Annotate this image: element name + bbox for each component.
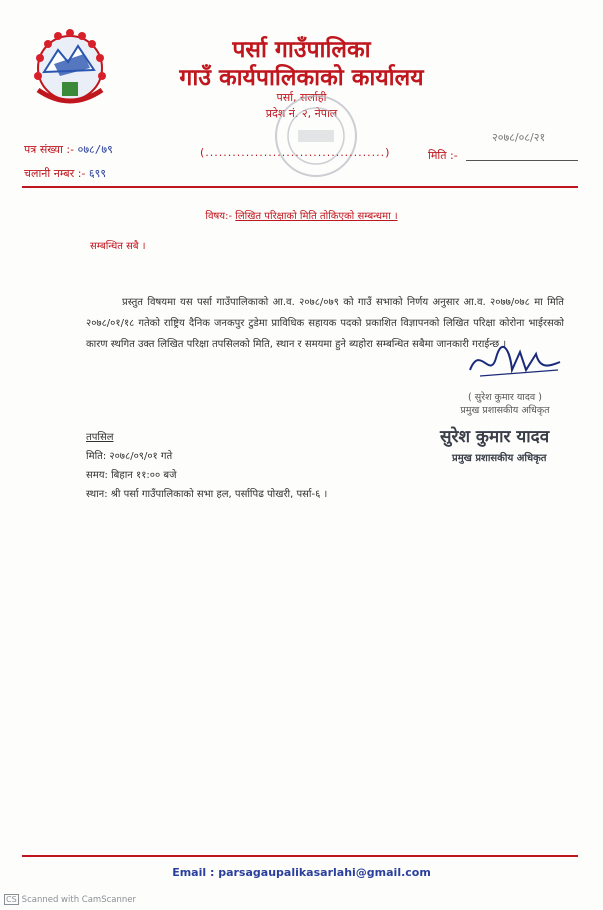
address-line1: पर्सा, सर्लाही	[276, 91, 327, 104]
tapasil-miti: मिति: २०७८/०९/०१ गते	[86, 451, 173, 462]
chalani-value: ६९९	[88, 167, 107, 180]
tapasil-samaya: समय: बिहान ११:०० बजे	[86, 470, 177, 481]
signatory-name: ( सुरेश कुमार यादव )	[468, 392, 542, 403]
camscanner-watermark	[4, 894, 136, 905]
footer-divider	[22, 855, 578, 857]
letter-body: प्रस्तुत विषयमा यस पर्सा गाउँपालिकाको आ.व. २०७८/०७९ को गाउँ सभाको निर्णय अनुसार आ.व. २०७७/०७८ मा मिति २०७८/०१/१८ गतेको राष्ट्रिय दैनिक जनकपुर टुडेमा प्राविधिक सहायक पदको प्रकाशित विज्ञापनको लिखित परिक्षा कोरोना भाईरसको कारण स्थगित उक्त लिखित परिक्षा तपसिलको मिति, स्थान र समयमा हुने ब्यहोरा सम्बन्धित सबैमा जानकारी गराईन्छ ।	[86, 297, 564, 350]
office-stamp-icon	[268, 88, 364, 184]
office-name-line2: गाउँ कार्यपालिकाको कार्यालय	[179, 65, 424, 91]
miti-underline	[466, 160, 578, 161]
email-address: parsagaupalikasarlahi@gmail.com	[218, 866, 431, 879]
signatory-designation: प्रमुख प्रशासकीय अधिकृत	[460, 405, 550, 416]
chalani-label: चलानी नम्बर :-	[24, 167, 86, 180]
patra-sankhya-value: ०७८/७९	[77, 143, 113, 156]
signature-block	[440, 340, 570, 416]
tapasil-section	[86, 428, 327, 504]
salutation: सम्बन्धित सबै ।	[90, 241, 146, 252]
email-label: Email :	[172, 866, 215, 879]
handwritten-signature-icon	[440, 340, 570, 386]
subject-text: लिखित परिक्षाको मिति तोकिएको सम्बन्धमा ।	[235, 211, 398, 222]
miti-value: २०७८/०८/२१	[492, 131, 546, 144]
miti-label: मिति :-	[428, 149, 458, 162]
office-name-line1: पर्सा गाउँपालिका	[232, 37, 371, 63]
chalani-number	[24, 166, 106, 181]
tapasil-heading: तपसिल	[86, 432, 114, 443]
dotted-placeholder: (........................................)	[200, 146, 391, 159]
header-divider	[22, 186, 578, 188]
address-line2: प्रदेश नं. २, नेपाल	[265, 107, 338, 120]
patra-sankhya-label: पत्र संख्या :-	[24, 143, 75, 156]
subject-line	[0, 208, 603, 222]
tapasil-sthan: स्थान: श्री पर्सा गाउँपालिकाको सभा हल, पर्सापिढ पोखरी, पर्सा-६ ।	[86, 489, 328, 500]
name-stamp: सुरेश कुमार यादव	[440, 427, 550, 447]
patra-sankhya	[24, 142, 113, 157]
designation-stamp: प्रमुख प्रशासकीय अधिकृत	[452, 453, 547, 464]
footer-email	[0, 866, 603, 879]
camscanner-text: Scanned with CamScanner	[21, 894, 136, 905]
camscanner-badge: CS	[6, 895, 17, 904]
subject-label: विषय:-	[205, 211, 233, 222]
